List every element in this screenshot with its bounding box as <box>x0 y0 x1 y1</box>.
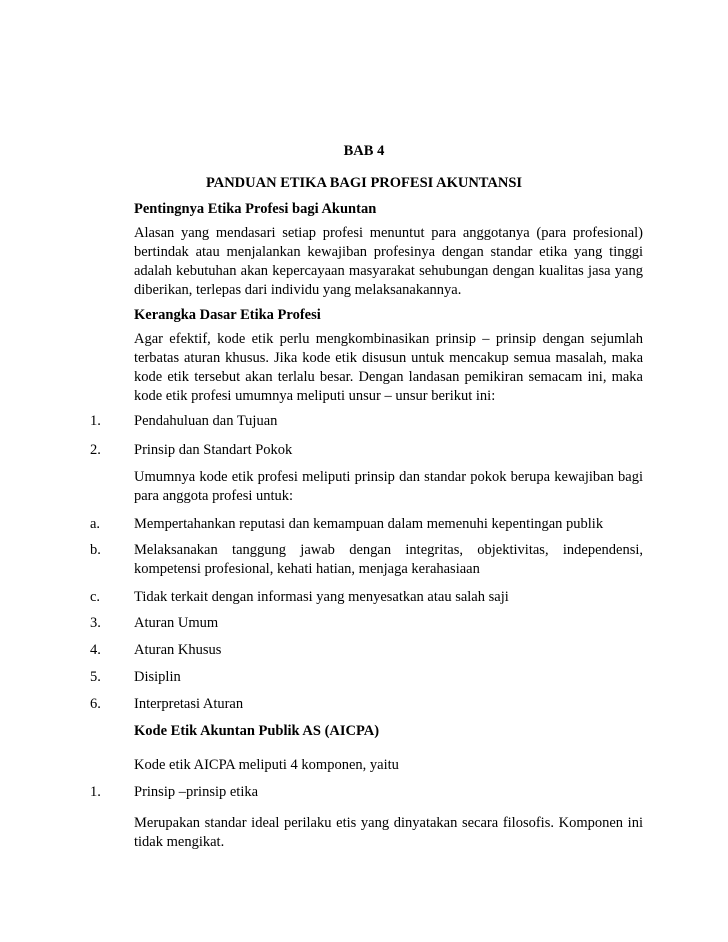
chapter-number: BAB 4 <box>343 143 385 159</box>
list-item-text: Disiplin <box>134 669 181 685</box>
list-marker: 3. <box>90 615 101 631</box>
list-marker: 6. <box>90 696 101 712</box>
list-marker: a. <box>90 516 101 532</box>
paragraph-prinsip-etika: Merupakan standar ideal perilaku etis yang dinyatakan secara filosofis. Komponen ini tidak mengikat. <box>134 815 643 850</box>
section-heading-aicpa: Kode Etik Akuntan Publik AS (AICPA) <box>134 723 380 739</box>
section-heading-kerangka: Kerangka Dasar Etika Profesi <box>134 307 321 323</box>
list-item-text: Aturan Umum <box>134 615 219 631</box>
list-item-text: Prinsip –prinsip etika <box>134 784 259 800</box>
list-marker: b. <box>90 542 101 558</box>
list-marker: c. <box>90 589 101 605</box>
list-item-text: Mempertahankan reputasi dan kemampuan dalam memenuhi kepentingan publik <box>134 516 604 532</box>
list-item-text: Tidak terkait dengan informasi yang menyesatkan atau salah saji <box>134 589 509 605</box>
paragraph-aicpa: Kode etik AICPA meliputi 4 komponen, yaitu <box>134 757 399 773</box>
list-item-text: Melaksanakan tanggung jawab dengan integritas, objektivitas, independensi, kompetensi profesional, kehati hatian, menjaga kerahasiaan <box>134 542 643 577</box>
list-item-text: Pendahuluan dan Tujuan <box>134 413 278 429</box>
list-marker: 1. <box>90 413 101 429</box>
paragraph-prinsip-standar: Umumnya kode etik profesi meliputi prinsip dan standar pokok berupa kewajiban bagi para anggota profesi untuk: <box>134 469 643 504</box>
paragraph-pentingnya: Alasan yang mendasari setiap profesi menuntut para anggotanya (para profesional) bertindak atau menjalankan kewajiban profesinya dengan standar etika yang tinggi adalah kebutuhan akan kepercayaan masyarakat sehubungan dengan kualitas jasa yang diberikan, terlepas dari individu yang melaksanakannya. <box>134 225 643 298</box>
chapter-title: PANDUAN ETIKA BAGI PROFESI AKUNTANSI <box>205 175 523 191</box>
paragraph-kerangka: Agar efektif, kode etik perlu mengkombinasikan prinsip – prinsip dengan sejumlah terbatas aturan khusus. Jika kode etik disusun untuk mencakup semua masalah, maka kode etik tersebut akan terlalu besar. Dengan landasan pemikiran semacam ini, maka kode etik profesi umumnya meliputi unsur – unsur berikut ini: <box>134 331 643 404</box>
list-marker: 1. <box>90 784 101 800</box>
section-heading-pentingnya: Pentingnya Etika Profesi bagi Akuntan <box>134 201 377 217</box>
list-marker: 2. <box>90 442 101 458</box>
list-marker: 5. <box>90 669 101 685</box>
list-item-text: Interpretasi Aturan <box>134 696 244 712</box>
list-marker: 4. <box>90 642 101 658</box>
list-item-text: Prinsip dan Standart Pokok <box>134 442 293 458</box>
list-item-text: Aturan Khusus <box>134 642 222 658</box>
